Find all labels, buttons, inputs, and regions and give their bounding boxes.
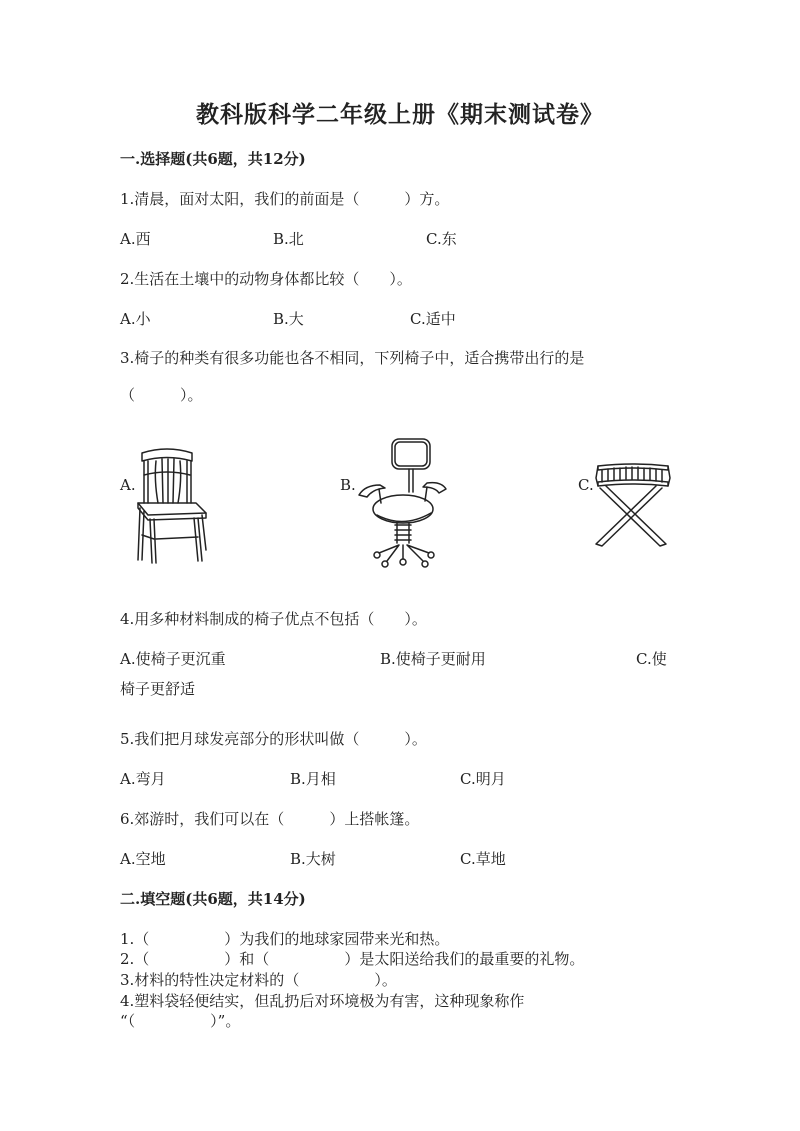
q6-option-b: B.大树 [290, 850, 336, 868]
question-5: 5.我们把月球发亮部分的形状叫做（ ）。 [120, 730, 427, 748]
q3-option-a: A. [120, 476, 136, 494]
section-heading-choice: 一.选择题(共6题，共12分) [120, 150, 306, 168]
q6-option-a: A.空地 [120, 850, 166, 868]
question-4: 4.用多种材料制成的椅子优点不包括（ ）。 [120, 610, 427, 628]
fill-in-1: 1.（ ）为我们的地球家园带来光和热。 [120, 930, 450, 948]
q1-option-b: B.北 [273, 230, 304, 248]
section-heading-fill-in: 二.填空题(共6题，共14分) [120, 890, 306, 908]
page-title: 教科版科学二年级上册《期末测试卷》 [196, 101, 604, 128]
q3-option-c: C. [578, 476, 594, 494]
q4-option-a: A.使椅子更沉重 [120, 650, 226, 668]
question-6: 6.郊游时，我们可以在（ ）上搭帐篷。 [120, 810, 420, 828]
q1-option-a: A.西 [120, 230, 151, 248]
q4-option-c: C.使 [636, 650, 667, 668]
question-3-line-2: （ ）。 [120, 386, 203, 404]
q2-option-a: A.小 [120, 310, 151, 328]
q6-option-c: C.草地 [460, 850, 506, 868]
folding-stool-image [592, 460, 674, 552]
fill-in-4-line-1: 4.塑料袋轻便结实，但乱扔后对环境极为有害，这种现象称作 [120, 992, 525, 1010]
q5-option-a: A.弯月 [120, 770, 166, 788]
fill-in-2: 2.（ ）和（ ）是太阳送给我们的最重要的礼物。 [120, 950, 585, 968]
q1-option-c: C.东 [426, 230, 457, 248]
q5-option-c: C.明月 [460, 770, 506, 788]
q2-option-b: B.大 [273, 310, 304, 328]
q3-option-b: B. [340, 476, 356, 494]
q4-option-c-continued: 椅子更舒适 [120, 680, 196, 698]
wooden-chair-image [132, 445, 212, 565]
fill-in-4-line-2: “（ ）”。 [120, 1012, 241, 1030]
q2-option-c: C.适中 [410, 310, 456, 328]
q4-option-b: B.使椅子更耐用 [380, 650, 486, 668]
question-3-line-1: 3.椅子的种类有很多功能也各不相同，下列椅子中，适合携带出行的是 [120, 349, 585, 367]
fill-in-3: 3.材料的特性决定材料的（ ）。 [120, 971, 397, 989]
q5-option-b: B.月相 [290, 770, 336, 788]
question-1: 1.清晨，面对太阳，我们的前面是（ ）方。 [120, 190, 450, 208]
question-2: 2.生活在土壤中的动物身体都比较（ ）。 [120, 270, 412, 288]
office-chair-image [355, 437, 450, 570]
